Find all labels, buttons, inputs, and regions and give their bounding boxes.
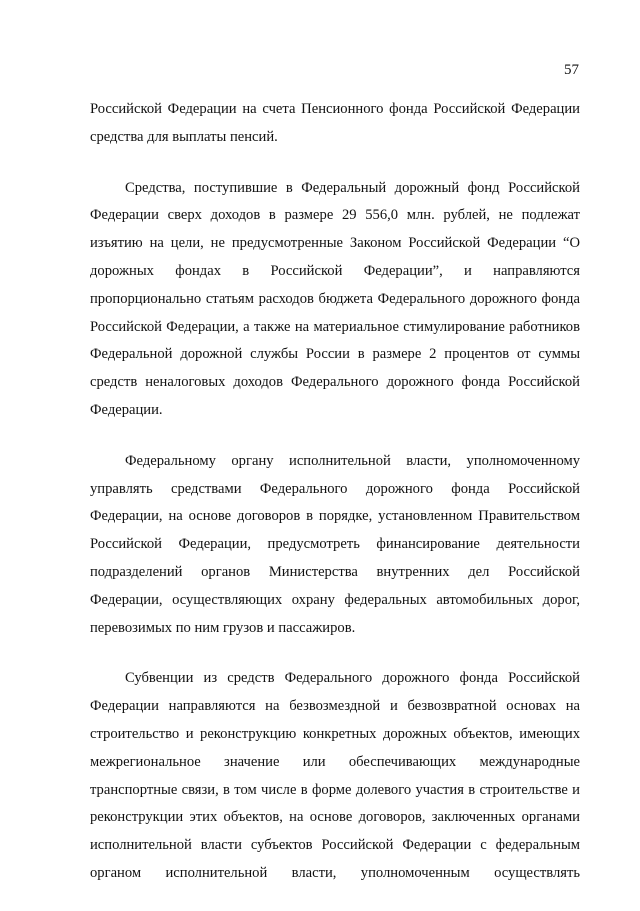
document-body <box>90 96 580 911</box>
paragraph-continuation: Российской Федерации на счета Пенсионного фонда Российской Федерации средства для выплаты пенсий. <box>90 101 580 145</box>
page-number: 57 <box>564 62 579 78</box>
paragraph-federal-authority-funding: Федеральному органу исполнительной власти, уполномоченному управлять средствами Федерального дорожного фонда Российской Федерации, на основе договоров в порядке, установленном Правительством Российской Федерации, предусмотреть финансирование деятельности подразделений органов Министерства внутренних дел Российской Федерации, осуществляющих охрану федеральных автомобильных дорог, перевозимых по ним грузов и пассажиров. <box>90 452 580 636</box>
paragraph-subventions: Субвенции из средств Федерального дорожного фонда Российской Федерации направляются на безвозмездной и безвозвратной основах на строительство и реконструкцию конкретных дорожных объектов, имеющих межрегиональное значение или обеспечивающих международные транспортные связи, в том числе в форме долевого участия в строительстве и реконструкции этих объектов, на основе договоров, заключенных органами исполнительной власти субъектов Российской Федерации с федеральным органом исполнительной власти, уполномоченным осуществлять <box>90 670 580 881</box>
paragraph-road-fund-revenues: Средства, поступившие в Федеральный дорожный фонд Российской Федерации сверх доходов в размере 29 556,0 млн. рублей, не подлежат изъятию на цели, не предусмотренные Законом Российской Федерации “О дорожных фондах в Российской Федерации”, и направляются пропорционально статьям расходов бюджета Федерального дорожного фонда Российской Федерации, а также на материальное стимулирование работников Федеральной дорожной службы России в размере 2 процентов от суммы средств неналоговых доходов Федерального дорожного фонда Российской Федерации. <box>90 179 580 418</box>
